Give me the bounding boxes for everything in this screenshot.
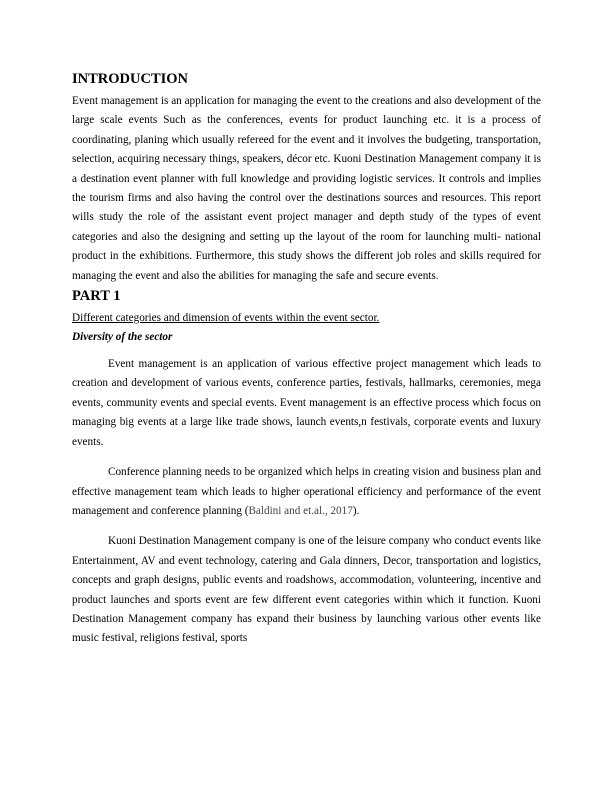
- paragraph-2-text: Conference planning needs to be organized which helps in creating vision and business plan and effective management team which leads to higher operational efficiency and performance of the event management and conference planning (: [72, 466, 541, 517]
- part-1-heading: PART 1: [72, 288, 121, 305]
- body-paragraph-1: Event management is an application of various effective project management which leads to creation and development of various events, conference parties, festivals, hallmarks, ceremonies, mega events, community events and special events. Event management is an effective process which focus on managing big events at a large like trade shows, launch events,n festivals, corporate events and luxury events.: [72, 358, 541, 448]
- body-paragraph-3: Kuoni Destination Management company is one of the leisure company who conduct events like Entertainment, AV and event technology, catering and Gala dinners, Decor, transportation and logistics, concepts and graph designs, public events and roadshows, accommodation, volunteering, incentive and product launches and sports event are few different event categories within which it function. Kuoni Destination Management company has expand their business by launching various other events like music festival, religions festival, sports: [72, 535, 541, 645]
- diversity-subheading: Diversity of the sector: [72, 331, 173, 344]
- paragraph-2-end: ).: [352, 504, 360, 517]
- document-page: [72, 70, 541, 649]
- body-paragraph-2: [72, 463, 541, 521]
- section-subtitle: Different categories and dimension of events within the event sector.: [72, 312, 380, 325]
- citation: Baldini and et.al., 2017: [248, 504, 353, 517]
- introduction-paragraph: Event management is an application for managing the event to the creations and also development of the large scale events Such as the conferences, events for product launching etc. it is a process of coordinating, planing which usually refereed for the event and it involves the budgeting, transportation, selection, acquiring necessary things, speakers, décor etc. Kuoni Destination Management company it is a destination event planner with full knowledge and providing logistic services. It controls and implies the tourism firms and also having the control over the destinations sources and resources. This report wills study the role of the assistant event project manager and depth study of the types of event categories and also the designing and setting up the layout of the room for launching multi- national product in the exhibitions. Furthermore, this study shows the different job roles and skills required for managing the event and also the abilities for managing the safe and secure events.: [72, 95, 541, 282]
- introduction-heading: INTRODUCTION: [72, 71, 189, 87]
